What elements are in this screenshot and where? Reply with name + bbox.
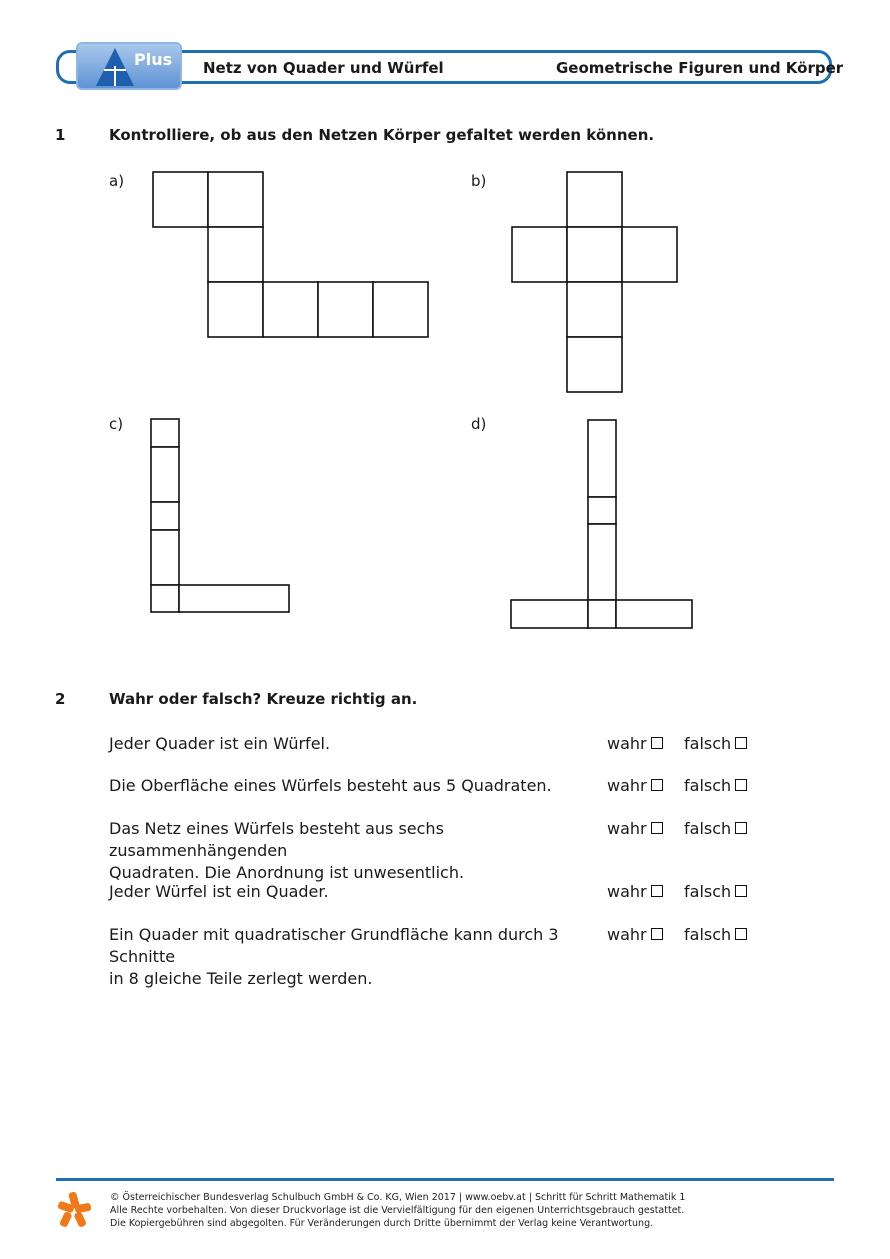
task-2-title: Wahr oder falsch? Kreuze richtig an. (109, 690, 418, 708)
false-label: falsch (684, 882, 732, 901)
chapter-title: Geometrische Figuren und Körper (556, 59, 844, 77)
net-b-label: b) (471, 172, 487, 190)
checkbox[interactable] (651, 822, 663, 834)
false-option-2[interactable] (684, 775, 747, 797)
net-b-face (567, 227, 622, 282)
net-b (510, 169, 682, 395)
net-d (509, 418, 695, 632)
checkbox[interactable] (735, 779, 747, 791)
net-a-face (318, 282, 373, 337)
checkbox[interactable] (735, 928, 747, 940)
worksheet-title: Netz von Quader und Würfel (203, 59, 444, 77)
plus-logo (76, 42, 182, 90)
net-a-face (208, 172, 263, 227)
footer-divider (56, 1178, 834, 1181)
checkbox[interactable] (651, 779, 663, 791)
net-d-label: d) (471, 415, 487, 433)
statement-text: in 8 gleiche Teile zerlegt werden. (109, 969, 373, 988)
statement-4 (109, 881, 609, 903)
net-b-face (567, 337, 622, 392)
net-c (148, 416, 293, 616)
true-label: wahr (607, 882, 647, 901)
true-label: wahr (607, 776, 647, 795)
statement-text: Quadraten. Die Anordnung ist unwesentlich. (109, 863, 465, 882)
task-2-number: 2 (55, 690, 66, 708)
checkbox[interactable] (735, 737, 747, 749)
statement-text: Die Oberfläche eines Würfels besteht aus 5 Quadraten. (109, 776, 552, 795)
true-label: wahr (607, 734, 647, 753)
statement-text: Ein Quader mit quadratischer Grundfläche kann durch 3 Schnitte (109, 925, 559, 966)
footer-line: Die Kopiergebühren sind abgegolten. Für Veränderungen durch Dritte übernimmt der Verlag keine Verantwortung. (110, 1218, 654, 1229)
true-option-5[interactable] (607, 924, 663, 946)
net-b-face (567, 282, 622, 337)
statement-2 (109, 775, 609, 797)
false-label: falsch (684, 734, 732, 753)
net-a-face (208, 282, 263, 337)
footer-line: Alle Rechte vorbehalten. Von dieser Druckvorlage ist die Vervielfältigung für den eigenen Unterrichtsgebrauch gestattet. (110, 1205, 685, 1216)
task-1-title: Kontrolliere, ob aus den Netzen Körper gefaltet werden können. (109, 126, 655, 144)
true-label: wahr (607, 925, 647, 944)
net-d-face (588, 497, 616, 524)
false-option-4[interactable] (684, 881, 747, 903)
false-label: falsch (684, 819, 732, 838)
checkbox[interactable] (735, 822, 747, 834)
net-a-label: a) (109, 172, 125, 190)
net-a-face (153, 172, 208, 227)
net-c-face (151, 447, 179, 502)
net-d-face (616, 600, 692, 628)
false-option-3[interactable] (684, 818, 747, 840)
statement-text: Das Netz eines Würfels besteht aus sechs zusammenhängenden (109, 819, 444, 860)
statement-text: Jeder Quader ist ein Würfel. (109, 734, 331, 753)
net-a-face (208, 227, 263, 282)
logo-label: Plus (134, 50, 173, 69)
true-option-4[interactable] (607, 881, 663, 903)
net-b-face (622, 227, 677, 282)
net-c-face (151, 419, 179, 447)
checkbox[interactable] (651, 928, 663, 940)
net-b-face (512, 227, 567, 282)
false-label: falsch (684, 925, 732, 944)
false-option-1[interactable] (684, 733, 747, 755)
net-c-label: c) (109, 415, 124, 433)
checkbox[interactable] (735, 885, 747, 897)
net-c-face (151, 585, 179, 612)
net-d-face (588, 420, 616, 497)
true-label: wahr (607, 819, 647, 838)
net-c-face (151, 530, 179, 585)
footer-copyright (110, 1191, 685, 1230)
true-option-3[interactable] (607, 818, 663, 840)
checkbox[interactable] (651, 885, 663, 897)
statement-3 (109, 818, 609, 884)
publisher-logo-icon (56, 1190, 92, 1228)
net-c-face (179, 585, 289, 612)
triangle-logo-icon (94, 46, 136, 88)
false-option-5[interactable] (684, 924, 747, 946)
false-label: falsch (684, 776, 732, 795)
task-1-number: 1 (55, 126, 66, 144)
net-c-face (151, 502, 179, 530)
true-option-1[interactable] (607, 733, 663, 755)
statement-text: Jeder Würfel ist ein Quader. (109, 882, 329, 901)
statement-5 (109, 924, 609, 990)
checkbox[interactable] (651, 737, 663, 749)
true-option-2[interactable] (607, 775, 663, 797)
net-b-face (567, 172, 622, 227)
footer-line: © Österreichischer Bundesverlag Schulbuch GmbH & Co. KG, Wien 2017 | www.oebv.at | Schritt für Schritt Mathematik 1 (110, 1192, 686, 1203)
statement-1 (109, 733, 609, 755)
net-a (150, 169, 432, 339)
net-d-face (588, 524, 616, 600)
net-d-face (511, 600, 588, 628)
net-a-face (373, 282, 428, 337)
net-d-face (588, 600, 616, 628)
net-a-face (263, 282, 318, 337)
